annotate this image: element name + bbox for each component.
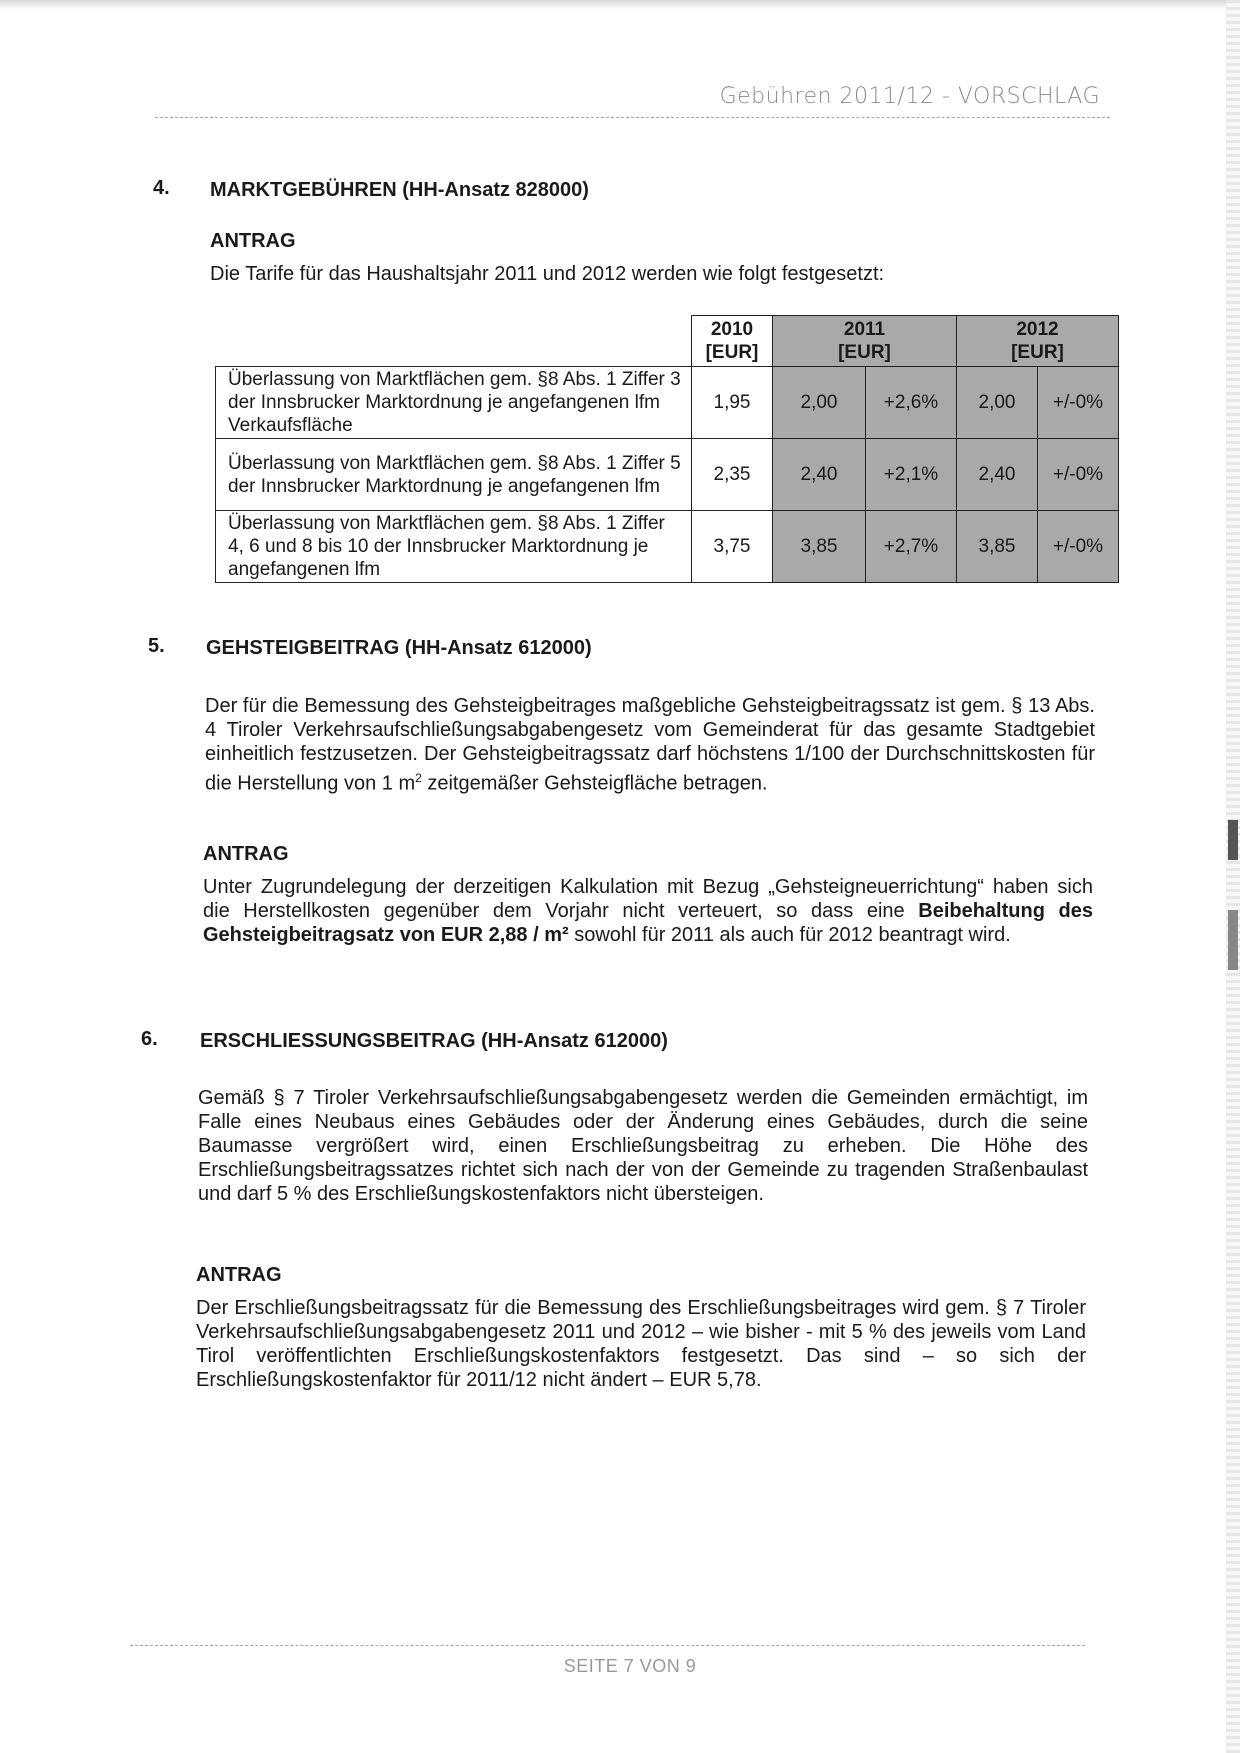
table-blank-cell (216, 316, 692, 367)
section4-intro: Die Tarife für das Haushaltsjahr 2011 und 2012 werden wie folgt festgesetzt: (210, 263, 885, 285)
header-2012: 2012 [EUR] (957, 316, 1119, 367)
value-2011: 2,00 (773, 367, 866, 439)
scan-mark (1228, 820, 1238, 860)
value-2012: 2,40 (957, 439, 1038, 511)
value-2010: 2,35 (692, 439, 773, 511)
change-2012: +/-0% (1038, 439, 1119, 511)
header-2011: 2011 [EUR] (773, 316, 957, 367)
change-2011: +2,1% (866, 439, 957, 511)
value-2012: 3,85 (957, 511, 1038, 583)
section5-antrag-text (203, 875, 1093, 947)
row-description: Überlassung von Marktflächen gem. §8 Abs. 1 Ziffer 5 der Innsbrucker Marktordnung je angefangenen lfm (216, 439, 692, 511)
section6-title: ERSCHLIESSUNGSBEITRAG (HH-Ansatz 612000) (200, 1030, 668, 1052)
footer-rule (130, 1645, 1085, 1646)
change-2012: +/-0% (1038, 367, 1119, 439)
section5-number: 5. (148, 635, 165, 657)
scan-edge-right (1226, 0, 1240, 1753)
section5-paragraph-text: Der für die Bemessung des Gehsteigbeitrages maßgebliche Gehsteigbeitragssatz ist gem. § 13 Abs. 4 Tiroler Verkehrsaufschließungsabgabengesetz vom Gemeinderat für das gesamte Stadtgebiet einheitlich festzusetzen. Der Gehsteigbeitragssatz darf höchstens 1/100 der Durchschnittskosten für die Herstellung von 1 m (205, 695, 1095, 795)
value-2011: 3,85 (773, 511, 866, 583)
section4-number: 4. (153, 177, 170, 199)
value-2011: 2,40 (773, 439, 866, 511)
tariff-table (215, 315, 1119, 583)
change-2011: +2,6% (866, 367, 957, 439)
antrag-text-start: Unter Zugrundelegung der derzeitigen Kalkulation mit Bezug „Gehsteigneuerrichtung“ haben sich die Herstellkosten gegenüber dem Vorjahr nicht verteuert, so dass eine (203, 876, 1093, 922)
scan-mark (1228, 910, 1238, 970)
value-2010: 3,75 (692, 511, 773, 583)
section6-paragraph: Gemäß § 7 Tiroler Verkehrsaufschließungsabgabengesetz werden die Gemeinden ermächtigt, im Falle eines Neubaus eines Gebäudes oder der Änderung eines Gebäudes, durch die seine Baumasse vergrößert wird, einen Erschließungsbeitrag zu erheben. Die Höhe des Erschließungsbeitragssatzes richtet sich nach der von der Gemeinde zu tragenden Straßenbaulast und darf 5 % des Erschließungskostenfaktors nicht übersteigen. (198, 1087, 1088, 1205)
table-header-row (216, 316, 1119, 367)
row-description: Überlassung von Marktflächen gem. §8 Abs. 1 Ziffer 4, 6 und 8 bis 10 der Innsbrucker Marktordnung je angefangenen lfm (216, 511, 692, 583)
section6-antrag-heading: ANTRAG (196, 1264, 282, 1286)
antrag-text-end: sowohl für 2011 als auch für 2012 beantragt wird. (568, 924, 1011, 946)
section6-antrag-text: Der Erschließungsbeitragssatz für die Bemessung des Erschließungsbeitrages wird gem. § 7 Tiroler Verkehrsaufschließungsabgabengesetz 2011 und 2012 – wie bisher - mit 5 % des jeweils vom Land Tirol veröffentlichten Erschließungskostenfaktors festgesetzt. Das sind – so sich der Erschließungskostenfaktor für 2011/12 nicht ändert – EUR 5,78. (196, 1297, 1086, 1391)
value-2012: 2,00 (957, 367, 1038, 439)
table-row (216, 439, 1119, 511)
value-2010: 1,95 (692, 367, 773, 439)
superscript: 2 (415, 771, 422, 785)
section5-title: GEHSTEIGBEITRAG (HH-Ansatz 612000) (206, 637, 592, 659)
section5-antrag-heading: ANTRAG (203, 843, 289, 865)
table-row (216, 367, 1119, 439)
antrag-bold-text: Beibehaltung des Gehsteigbeitragsatz von EUR 2,88 / m² (203, 900, 1093, 946)
change-2011: +2,7% (866, 511, 957, 583)
section6-number: 6. (141, 1028, 158, 1050)
section4-antrag-heading: ANTRAG (210, 230, 296, 252)
header-2010: 2010 [EUR] (692, 316, 773, 367)
section5-paragraph (205, 694, 1095, 796)
section4-title: MARKTGEBÜHREN (HH-Ansatz 828000) (210, 179, 589, 201)
section5-paragraph-text-end: zeitgemäßer Gehsteigfläche betragen. (421, 772, 768, 795)
table-row (216, 511, 1119, 583)
scan-edge-top (0, 0, 1240, 10)
header-rule (155, 117, 1110, 118)
page-header: Gebühren 2011/12 - VORSCHLAG (719, 84, 1100, 109)
row-description: Überlassung von Marktflächen gem. §8 Abs. 1 Ziffer 3 der Innsbrucker Marktordnung je angefangenen lfm Verkaufsfläche (216, 367, 692, 439)
change-2012: +/-0% (1038, 511, 1119, 583)
page-footer: SEITE 7 VON 9 (563, 1656, 697, 1676)
